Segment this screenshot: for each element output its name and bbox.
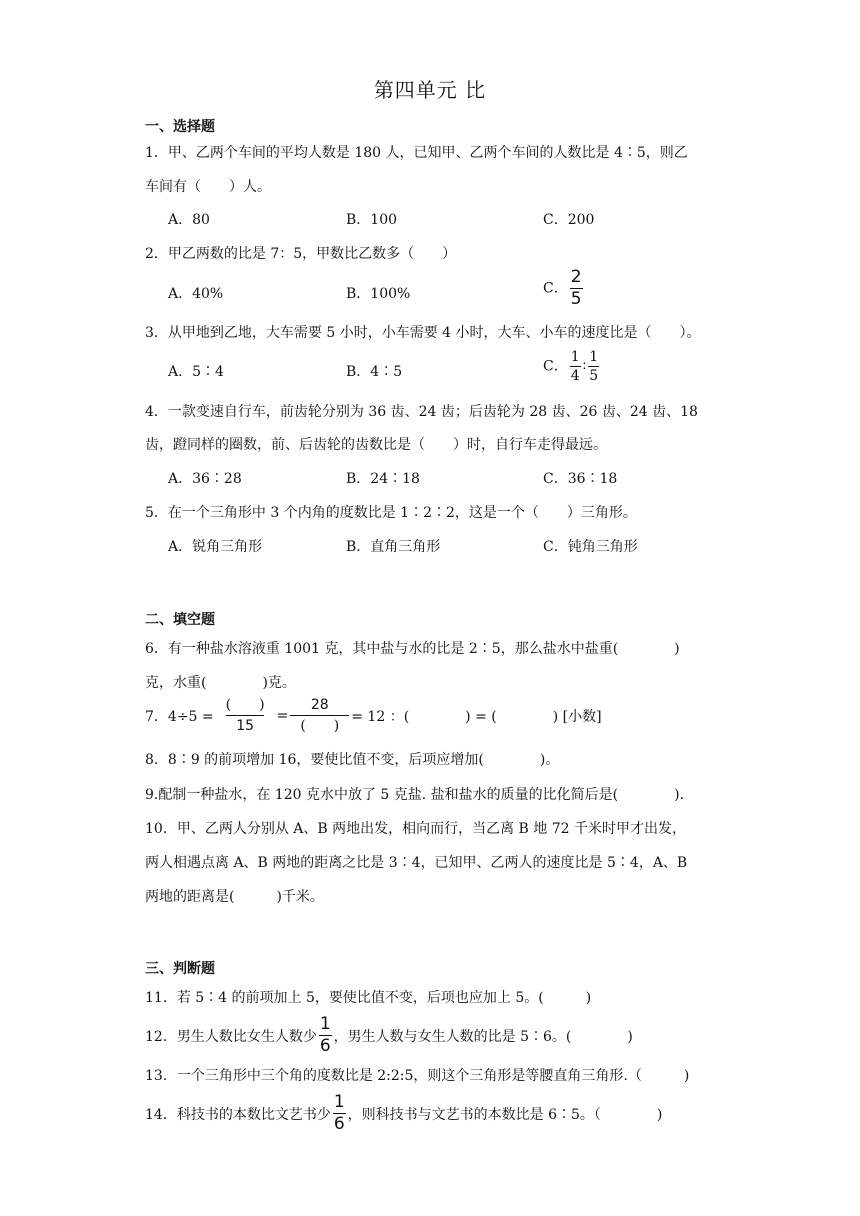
fraction-numerator: ( ) [225, 697, 265, 713]
question-10-line-3: 两地的距离是( )千米。 [145, 889, 324, 905]
question-3-option-a: A．5∶4 [168, 364, 224, 380]
question-4-option-b: B．24∶18 [346, 471, 420, 487]
question-4-option-a: A．36∶28 [168, 471, 242, 487]
section-heading-choice: 一、选择题 [145, 119, 215, 135]
section-heading-true-false: 三、判断题 [145, 961, 215, 977]
fraction-denominator: 5 [589, 368, 599, 384]
question-4-line-1: 4．一款变速自行车，前齿轮分别为 36 齿、24 齿；后齿轮为 28 齿、26 齿、24 齿、18 [145, 404, 698, 420]
fraction [290, 698, 349, 733]
fraction [319, 1016, 332, 1055]
question-7-suffix: = 12 ：( ) = ( ) [小数] [351, 708, 602, 725]
question-1-option-a: A．80 [168, 212, 210, 228]
fraction-denominator: ( ) [290, 715, 349, 733]
fraction [216, 698, 275, 733]
question-2-option-c [543, 269, 585, 308]
question-5-option-b: B．直角三角形 [346, 539, 441, 555]
fraction-numerator: 28 [310, 697, 329, 713]
fraction [333, 1094, 346, 1133]
question-9-line-1: 9.配制一种盐水，在 120 克水中放了 5 克盐. 盐和盐水的质量的比化简后是( ). [145, 787, 685, 803]
fraction-denominator: 4 [570, 368, 580, 384]
fraction [570, 269, 583, 308]
fraction-denominator: 6 [319, 1036, 331, 1056]
fraction-numerator: 1 [319, 1014, 331, 1034]
question-10-line-1: 10．甲、乙两人分别从 A、B 两地出发，相向而行，当乙离 B 地 72 千米时甲才出发， [145, 821, 687, 837]
option-c-prefix: C． [543, 358, 568, 375]
question-14 [145, 1094, 662, 1133]
question-5-option-c: C．钝角三角形 [543, 539, 638, 555]
question-5-option-a: A．锐角三角形 [168, 539, 263, 555]
question-12-suffix: ，男生人数与女生人数的比是 5∶6。( ) [333, 1028, 633, 1045]
option-c-prefix: C． [543, 280, 568, 297]
question-1-line-1: 1．甲、乙两个车间的平均人数是 180 人，已知甲、乙两个车间的人数比是 4∶5，则乙 [145, 145, 688, 161]
question-10-line-2: 两人相遇点离 A、B 两地的距离之比是 3∶4，已知甲、乙两人的速度比是 5∶4，A、B [145, 855, 688, 871]
equals-sign: = [276, 707, 289, 724]
fraction-denominator: 15 [226, 715, 264, 733]
question-2-option-a: A．40% [168, 286, 224, 302]
fraction [588, 350, 599, 383]
question-1-line-2: 车间有（ ）人。 [145, 179, 271, 195]
ratio-colon: ∶ [582, 358, 587, 375]
question-3-option-c [543, 350, 601, 383]
question-12-prefix: 12．男生人数比女生人数少 [145, 1028, 317, 1045]
question-1-option-c: C．200 [543, 212, 595, 228]
page-title: 第四单元 比 [373, 78, 487, 102]
question-6-line-2: 克，水重( )克。 [145, 675, 296, 691]
question-3-option-b: B．4∶5 [346, 364, 403, 380]
question-6-line-1: 6．有一种盐水溶液重 1001 克，其中盐与水的比是 2∶5，那么盐水中盐重( ) [145, 641, 680, 657]
question-8-line-1: 8．8∶9 的前项增加 16，要使比值不变，后项应增加( )。 [145, 752, 560, 768]
question-2-option-b: B．100% [346, 286, 411, 302]
question-1-option-b: B．100 [346, 212, 398, 228]
question-5-line-1: 5．在一个三角形中 3 个内角的度数比是 1∶2∶2，这是一个（ ）三角形。 [145, 505, 637, 521]
fraction-numerator: 1 [589, 349, 599, 365]
question-11-line-1: 11．若 5∶4 的前项加上 5，要使比值不变，后项也应加上 5。( ) [145, 990, 592, 1006]
question-14-suffix: ，则科技书与文艺书的本数比是 6∶5。（ ) [347, 1106, 663, 1123]
fraction-denominator: 6 [333, 1114, 345, 1134]
fraction [570, 350, 581, 383]
question-13-line-1: 13．一个三角形中三个角的度数比是 2:2:5，则这个三角形是等腰直角三角形.（ ) [145, 1068, 690, 1084]
fraction-numerator: 1 [570, 349, 580, 365]
section-heading-fill-blank: 二、填空题 [145, 612, 215, 628]
question-7 [145, 698, 602, 733]
question-4-option-c: C．36∶18 [543, 471, 618, 487]
fraction-numerator: 1 [333, 1092, 345, 1112]
fraction-numerator: 2 [570, 267, 582, 287]
question-3-line-1: 3．从甲地到乙地，大车需要 5 小时，小车需要 4 小时，大车、小车的速度比是（ ）。 [145, 325, 701, 341]
question-2-line-1: 2．甲乙两数的比是 7：5，甲数比乙数多（ ） [145, 246, 457, 262]
question-14-prefix: 14．科技书的本数比文艺书少 [145, 1106, 331, 1123]
question-12 [145, 1016, 633, 1055]
question-4-line-2: 齿，蹬同样的圈数，前、后齿轮的齿数比是（ ）时，自行车走得最远。 [145, 437, 607, 453]
fraction-denominator: 5 [570, 289, 582, 309]
question-7-prefix: 7．4÷5 = [145, 708, 214, 725]
